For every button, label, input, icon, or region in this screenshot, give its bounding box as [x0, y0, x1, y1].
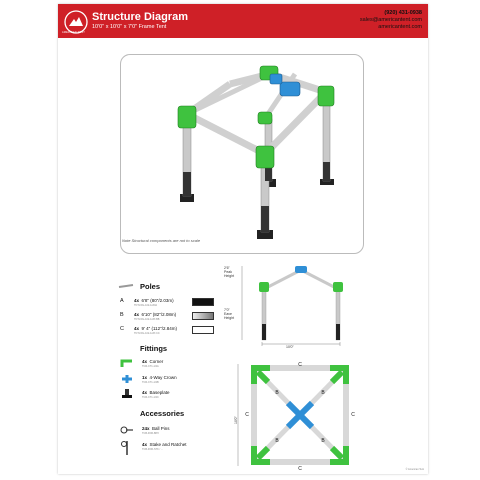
fitting-row	[142, 390, 170, 399]
peak-height-label: 2'6" Peak Height	[224, 266, 235, 278]
fitting-desc: Baseplate	[149, 390, 170, 395]
pole-desc: 6'8" (80"/2.03m)	[141, 298, 174, 303]
fitting-row	[142, 359, 163, 368]
accessory-code: TCB-FOR-BPX	[142, 432, 159, 435]
frame-tent-3d-diagram	[120, 54, 364, 254]
accessories-title: Accessories	[140, 409, 185, 418]
pole-letter: A	[120, 298, 124, 304]
poles-title: Poles	[140, 282, 161, 291]
pole-code: TNT-FRL-102-1/2DA	[134, 304, 158, 307]
pole-letter: B	[120, 312, 124, 318]
accessory-desc: Ball Pins	[152, 426, 170, 431]
accessory-qty: 4x	[142, 442, 148, 447]
pole-swatch	[192, 298, 214, 306]
accessory-desc: Stake and Ratchet	[149, 442, 187, 447]
fitting-desc: Corner	[149, 359, 164, 364]
plan-letter-bottom: C	[298, 466, 302, 470]
pole-letter: C	[120, 326, 124, 332]
diagram-note: Note Structural components are not to scale	[122, 238, 201, 243]
accessory-row	[142, 426, 170, 435]
pole-row	[134, 312, 176, 321]
eave-height-label: 7'0" Eave Height	[224, 308, 235, 320]
pole-code: TNT-FRL-102-1/2P-CC	[134, 332, 160, 335]
contact-email[interactable]: sales@americantent.com	[359, 17, 422, 23]
contact-phone: (920) 431-0938	[384, 10, 422, 16]
fitting-row	[142, 375, 177, 384]
pole-row	[134, 298, 174, 307]
stake-ratchet-icon	[120, 440, 134, 456]
contact-block	[360, 10, 422, 31]
spec-sheet	[58, 4, 428, 474]
pole-row	[134, 326, 177, 335]
pole-swatch	[192, 312, 214, 320]
accessory-qty: 24x	[142, 426, 150, 431]
logo-text: AMERICAN TENT	[62, 31, 85, 34]
fitting-qty: 4x	[142, 359, 148, 364]
fitting-code: TCR-CT1-1/2B	[142, 381, 159, 384]
corner-fitting-icon	[120, 358, 134, 368]
pole-desc: 6'10" (82"/2.08m)	[141, 312, 177, 317]
pole-qty: 4x	[134, 312, 140, 317]
pole-icon	[118, 283, 134, 289]
pole-qty: 4x	[134, 298, 140, 303]
plan-letter-bl: B	[275, 438, 279, 444]
fitting-code: TCR-CT1-1/2A	[142, 365, 159, 368]
plan-letter-br: B	[321, 438, 325, 444]
fitting-code: TCR-CT1-1/2C	[142, 396, 159, 399]
plan-depth-label: 10'0"	[234, 416, 238, 424]
plan-diagram	[234, 358, 358, 470]
crown-fitting-icon	[120, 374, 134, 384]
elevation-diagram	[234, 260, 354, 352]
plan-letter-left: C	[245, 412, 249, 418]
fitting-desc: 4-Way Crown	[149, 375, 177, 380]
plan-letter-right: C	[351, 412, 355, 418]
elevation-width-label: 10'0"	[286, 345, 294, 349]
pole-qty: 4x	[134, 326, 140, 331]
pole-code: TNT-FRL-102-1/2P-BB	[134, 318, 160, 321]
ball-pin-icon	[120, 424, 134, 436]
page-subtitle: 10'0" x 10'0" x 7'0" Frame Tent	[92, 24, 167, 30]
pole-desc: 9' 4" (112"/2.84m)	[141, 326, 178, 331]
pole-swatch	[192, 326, 214, 334]
footer-copyright: © American Tent	[405, 468, 424, 471]
fitting-qty: 4x	[142, 390, 148, 395]
plan-letter-top: C	[298, 362, 302, 368]
fittings-title: Fittings	[140, 344, 168, 353]
page-title: Structure Diagram	[92, 11, 188, 23]
plan-letter-tr: B	[321, 390, 325, 396]
accessory-row	[142, 442, 187, 451]
accessory-code: TCB-FOR-STK / ...	[142, 448, 163, 451]
plan-letter-tl: B	[275, 390, 279, 396]
baseplate-icon	[120, 389, 134, 399]
contact-site[interactable]: americantent.com	[378, 24, 422, 30]
fitting-qty: 1x	[142, 375, 148, 380]
